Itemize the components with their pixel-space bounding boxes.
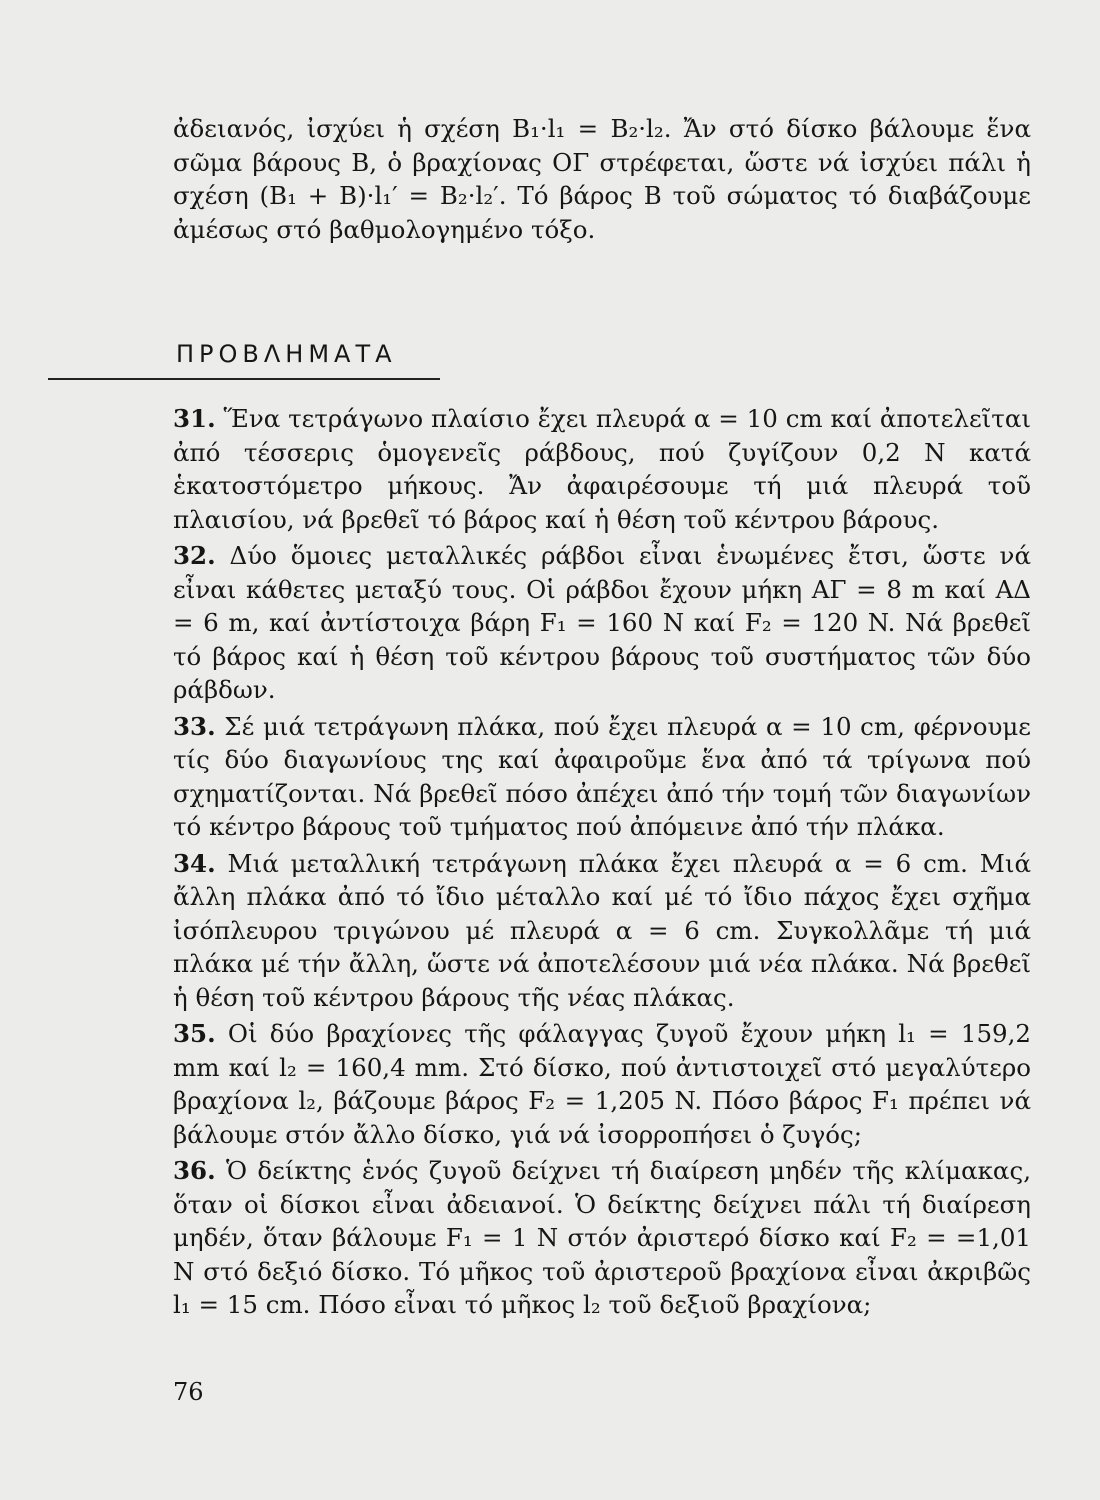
problem-number: 32. [173, 541, 216, 570]
problem-number: 34. [173, 848, 216, 878]
intro-text: ἀδειανός, ἰσχύει ἡ σχέση B₁·l₁ = B₂·l₂. Ἄν στό δίσκο βάλουμε ἕνα σῶμα βάρους B, ὁ βραχίονας ΟΓ στρέφεται, ὥστε νά ἰσχύει πάλι ἡ σχέση (B₁ + B)·l₁′ = B₂·l₂′. Τό βάρος B τοῦ σώματος τό διαβάζουμε ἀμέσως στό βαθμολογημένο τόξο. [173, 114, 1031, 244]
problem-text: Δύο ὅμοιες μεταλλικές ράβδοι εἶναι ἑνωμένες ἔτσι, ὥστε νά εἶναι κάθετες μεταξύ τους. Οἱ ράβδοι ἔχουν μήκη ΑΓ = 8 m καί ΑΔ = 6 m, καί ἀντίστοιχα βάρη F₁ = 160 N καί F₂ = 120 N. Νά βρεθεῖ τό βάρος καί ἡ θέση τοῦ κέντρου βάρους τοῦ συστήματος τῶν δύο ράβδων. [173, 541, 1031, 704]
page-number: 76 [173, 1378, 204, 1406]
problem-33 [173, 710, 1031, 844]
problem-36 [173, 1154, 1031, 1322]
section-divider [48, 378, 440, 380]
problem-text: Μιά μεταλλική τετράγωνη πλάκα ἔχει πλευρά α = 6 cm. Μιά ἄλλη πλάκα ἀπό τό ἴδιο μέταλλο καί μέ τό ἴδιο πάχος ἔχει σχῆμα ἰσόπλευρου τριγώνου μέ πλευρά α = 6 cm. Συγκολλᾶμε τή μιά πλάκα μέ τήν ἄλλη, ὥστε νά ἀποτελέσουν μιά νέα πλάκα. Νά βρεθεῖ ἡ θέση τοῦ κέντρου βάρους τῆς νέας πλάκας. [173, 848, 1031, 1012]
problem-35 [173, 1017, 1031, 1151]
problem-32 [173, 539, 1031, 707]
problem-number: 33. [173, 711, 216, 741]
problem-text: Οἱ δύο βραχίονες τῆς φάλαγγας ζυγοῦ ἔχουν μήκη l₁ = 159,2 mm καί l₂ = 160,4 mm. Στό δίσκο, πού ἀντιστοιχεῖ στό μεγαλύτερο βραχίονα l₂, βάζουμε βάρος F₂ = 1,205 N. Πόσο βάρος F₁ πρέπει νά βάλουμε στόν ἄλλο δίσκο, γιά νά ἰσορροπήσει ὁ ζυγός; [173, 1019, 1031, 1149]
problem-34 [173, 847, 1031, 1015]
problem-text: Σέ μιά τετράγωνη πλάκα, πού ἔχει πλευρά α = 10 cm, φέρνουμε τίς δύο διαγωνίους της καί ἀφαιροῦμε ἕνα ἀπό τά τρίγωνα πού σχηματίζονται. Νά βρεθεῖ πόσο ἀπέχει ἀπό τήν τομή τῶν διαγωνίων τό κέντρο βάρους τοῦ τμήματος πού ἀπόμεινε ἀπό τήν πλάκα. [173, 711, 1031, 841]
problem-text: Ὁ δείκτης ἑνός ζυγοῦ δείχνει τή διαίρεση μηδέν τῆς κλίμακας, ὅταν οἱ δίσκοι εἶναι ἀδειανοί. Ὁ δείκτης δείχνει πάλι τή διαίρεση μηδέν, ὅταν βάλουμε F₁ = 1 N στόν ἀριστερό δίσκο καί F₂ = =1,01 N στό δεξιό δίσκο. Τό μῆκος τοῦ ἀριστεροῦ βραχίονα εἶναι ἀκριβῶς l₁ = 15 cm. Πόσο εἶναι τό μῆκος l₂ τοῦ δεξιοῦ βραχίονα; [173, 1156, 1031, 1319]
problem-number: 35. [173, 1019, 216, 1048]
problem-text: Ἕνα τετράγωνο πλαίσιο ἔχει πλευρά α = 10 cm καί ἀποτελεῖται ἀπό τέσσερις ὁμογενεῖς ράβδους, πού ζυγίζουν 0,2 N κατά ἑκατοστόμετρο μήκους. Ἄν ἀφαιρέσουμε τή μιά πλευρά τοῦ πλαισίου, νά βρεθεῖ τό βάρος καί ἡ θέση τοῦ κέντρου βάρους. [173, 404, 1031, 534]
section-title: ΠΡΟΒΛΗΜΑΤΑ [176, 340, 397, 368]
problem-number: 31. [173, 404, 216, 433]
intro-paragraph [173, 112, 1031, 246]
problem-number: 36. [173, 1156, 216, 1185]
problem-list [173, 402, 1031, 1325]
problem-31 [173, 402, 1031, 536]
